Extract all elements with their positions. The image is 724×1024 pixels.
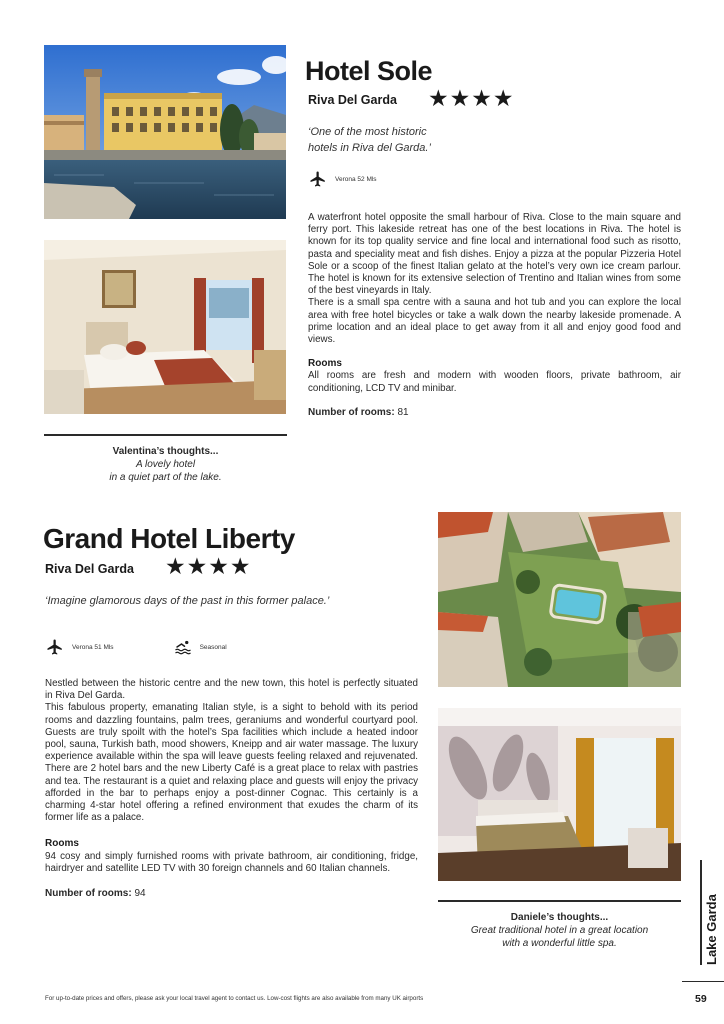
hotel-sole-thoughts-line1: A lovely hotel xyxy=(135,459,196,470)
airplane-icon xyxy=(46,638,64,656)
hotel-sole-location: Riva Del Garda xyxy=(308,93,397,107)
grand-hotel-liberty-description-p1: Nestled between the historic centre and the new town, this hotel is perfectly situated in Riva Del Garda. xyxy=(45,678,418,702)
hotel-sole-star-rating: ★★★★ xyxy=(428,85,515,111)
grand-hotel-liberty-aerial-photo xyxy=(438,512,681,687)
grand-hotel-liberty-description xyxy=(45,678,418,900)
footer-disclaimer: For up-to-date prices and offers, please ask your local travel agent to contact us. Low-cost flights are also available from many UK airports xyxy=(45,995,424,1002)
hotel-sole-thoughts-divider xyxy=(44,434,287,436)
hotel-sole-rooms-heading: Rooms xyxy=(308,358,342,370)
hotel-sole-description-p2: There is a small spa centre with a sauna and hot tub and you can explore the local area with free hotel bicycles or take a walk down the nearby lakeside promenade. A prime location and an ideal place to get away from it all and enjoy good food and views. xyxy=(308,297,681,346)
grand-hotel-liberty-rooms-count xyxy=(45,888,418,900)
grand-hotel-liberty-location: Riva Del Garda xyxy=(45,562,134,576)
grand-hotel-liberty-rooms-text: 94 cosy and simply furnished rooms with private bathroom, air conditioning, fridge, hairdryer and satellite LED TV with 30 foreign channels and 60 Italian channels. xyxy=(45,850,418,874)
hotel-sole-thoughts-line2: in a quiet part of the lake. xyxy=(109,472,222,483)
grand-hotel-liberty-thoughts xyxy=(438,911,681,950)
side-tab-label: Lake Garda xyxy=(704,894,719,965)
hotel-sole-rooms-text: All rooms are fresh and modern with wooden floors, private bathroom, air conditioning, LCD TV and minibar. xyxy=(308,370,681,394)
grand-hotel-liberty-star-rating: ★★★★ xyxy=(165,553,252,579)
airplane-icon xyxy=(309,170,327,188)
hotel-sole-quote-line2: hotels in Riva del Garda.’ xyxy=(308,142,431,154)
grand-hotel-liberty-thoughts-line2: with a wonderful little spa. xyxy=(502,938,617,949)
grand-hotel-liberty-info xyxy=(46,638,227,656)
hotel-sole-quote xyxy=(308,124,508,156)
hotel-sole-rooms-count-label: Number of rooms: xyxy=(308,406,395,418)
hotel-sole-airport-info xyxy=(309,170,377,188)
hotel-sole-quote-line1: ‘One of the most historic xyxy=(308,126,427,138)
grand-hotel-liberty-quote: ‘Imagine glamorous days of the past in this former palace.’ xyxy=(45,595,330,607)
grand-hotel-liberty-thoughts-divider xyxy=(438,900,681,902)
hotel-sole-rooms-count xyxy=(308,407,681,419)
hotel-sole-thoughts-name: Valentina’s thoughts... xyxy=(112,446,219,457)
grand-hotel-liberty-pool-season: Seasonal xyxy=(199,643,227,651)
grand-hotel-liberty-rooms-count-value: 94 xyxy=(134,888,146,900)
hotel-sole-description xyxy=(308,212,681,419)
grand-hotel-liberty-room-photo xyxy=(438,708,681,881)
grand-hotel-liberty-airport-distance: Verona 51 Mls xyxy=(72,643,114,651)
grand-hotel-liberty-description-p2: This fabulous property, emanating Italian style, is a sight to behold with its period rooms and dazzling fountains, palm trees, geraniums and wonderful courtyard pool. Guests are truly spoilt with the hotel’s Spa facilities which include a heated indoor pool, sauna, Turkish bath, mood showers, Kneipp and air water massage. The luxury experience available within the spa will leave guests feeling relaxed and rejuvenated. There are 2 hotel bars and the new Liberty Café is a great place to relax with pastries and tea. The restaurant is a quiet and relaxing place and guests will enjoy the privacy afforded in the bar to perhaps enjoy a post-dinner Cognac. This certainly is a charming 4-star hotel offering a refined environment that exudes the charm of its former life as a palace. xyxy=(45,702,418,824)
hotel-sole-exterior-photo xyxy=(44,45,286,219)
hotel-sole-thoughts xyxy=(44,445,287,484)
side-tab-divider xyxy=(700,860,702,965)
hotel-sole-description-p1: A waterfront hotel opposite the small harbour of Riva. Close to the main square and ferry port. This lakeside retreat has one of the best locations in Riva. The hotel is known for its top quality service and fine local and international food such as risotto, pasta and speciality meat and fish dishes. Enjoy a pizza at the popular Pizzeria Hotel Sole or a scoop of the finest Italian gelato at the hotel’s very own ice cream parlour. The hotel is known for its extensive selection of Trentino and Italian wines from some of the best vineyards in Italy. xyxy=(308,212,681,297)
hotel-sole-title: Hotel Sole xyxy=(305,56,433,86)
page-number: 59 xyxy=(695,993,707,1005)
footer-rule xyxy=(682,981,724,982)
grand-hotel-liberty-thoughts-line1: Great traditional hotel in a great location xyxy=(470,925,649,936)
grand-hotel-liberty-thoughts-name: Daniele’s thoughts... xyxy=(510,912,609,923)
hotel-sole-airport-distance: Verona 52 Mls xyxy=(335,175,377,183)
hotel-sole-room-photo xyxy=(44,240,286,414)
grand-hotel-liberty-rooms-heading: Rooms xyxy=(45,838,79,850)
hotel-sole-rooms-count-value: 81 xyxy=(397,406,409,418)
grand-hotel-liberty-title: Grand Hotel Liberty xyxy=(43,523,295,554)
swimming-pool-icon xyxy=(174,638,192,656)
grand-hotel-liberty-rooms-count-label: Number of rooms: xyxy=(45,888,132,900)
